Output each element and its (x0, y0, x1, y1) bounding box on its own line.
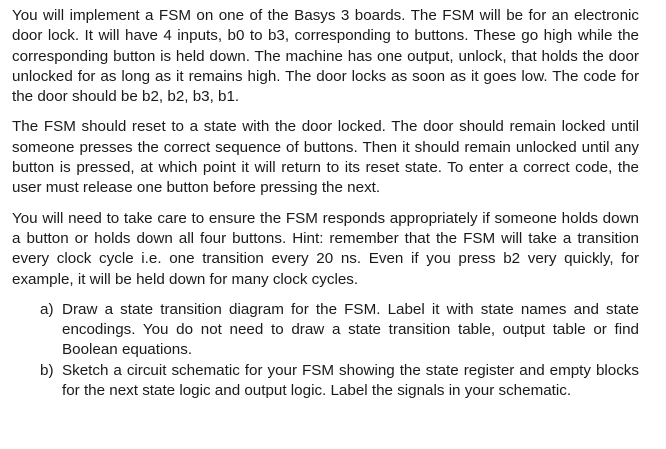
hint-paragraph: You will need to take care to ensure the FSM responds appropriately if someone holds down a button or holds down all four buttons. Hint: remember that the FSM will take a transition every clock cycle i.e. one transition every 20 ns. Even if you press b2 very quickly, for example, it will be held down for many clock cycles. (12, 209, 639, 288)
task-item-a (12, 300, 639, 361)
task-text-b: Sketch a circuit schematic for your FSM showing the state register and empty blocks for the next state logic and output logic. Label the signals in your schematic. (62, 361, 639, 400)
task-item-b (12, 361, 639, 402)
intro-paragraph: You will implement a FSM on one of the Basys 3 boards. The FSM will be for an electronic door lock. It will have 4 inputs, b0 to b3, corresponding to buttons. These go high while the corresponding button is held down. The machine has one output, unlock, that holds the door unlocked for as long as it remains high. The door locks as soon as it goes low. The code for the door should be b2, b2, b3, b1. (12, 7, 639, 106)
task-marker-a: a) (40, 300, 54, 318)
task-marker-b: b) (40, 361, 54, 379)
task-text-a: Draw a state transition diagram for the FSM. Label it with state names and state encodings. You do not need to draw a state transition table, output table or find Boolean equations. (62, 300, 639, 359)
document-body (12, 6, 639, 401)
reset-paragraph: The FSM should reset to a state with the door locked. The door should remain locked until someone presses the correct sequence of buttons. Then it should remain unlocked until any button is pressed, at which point it will return to its reset state. To enter a correct code, the user must release one button before pressing the next. (12, 118, 639, 197)
task-list (12, 300, 639, 401)
